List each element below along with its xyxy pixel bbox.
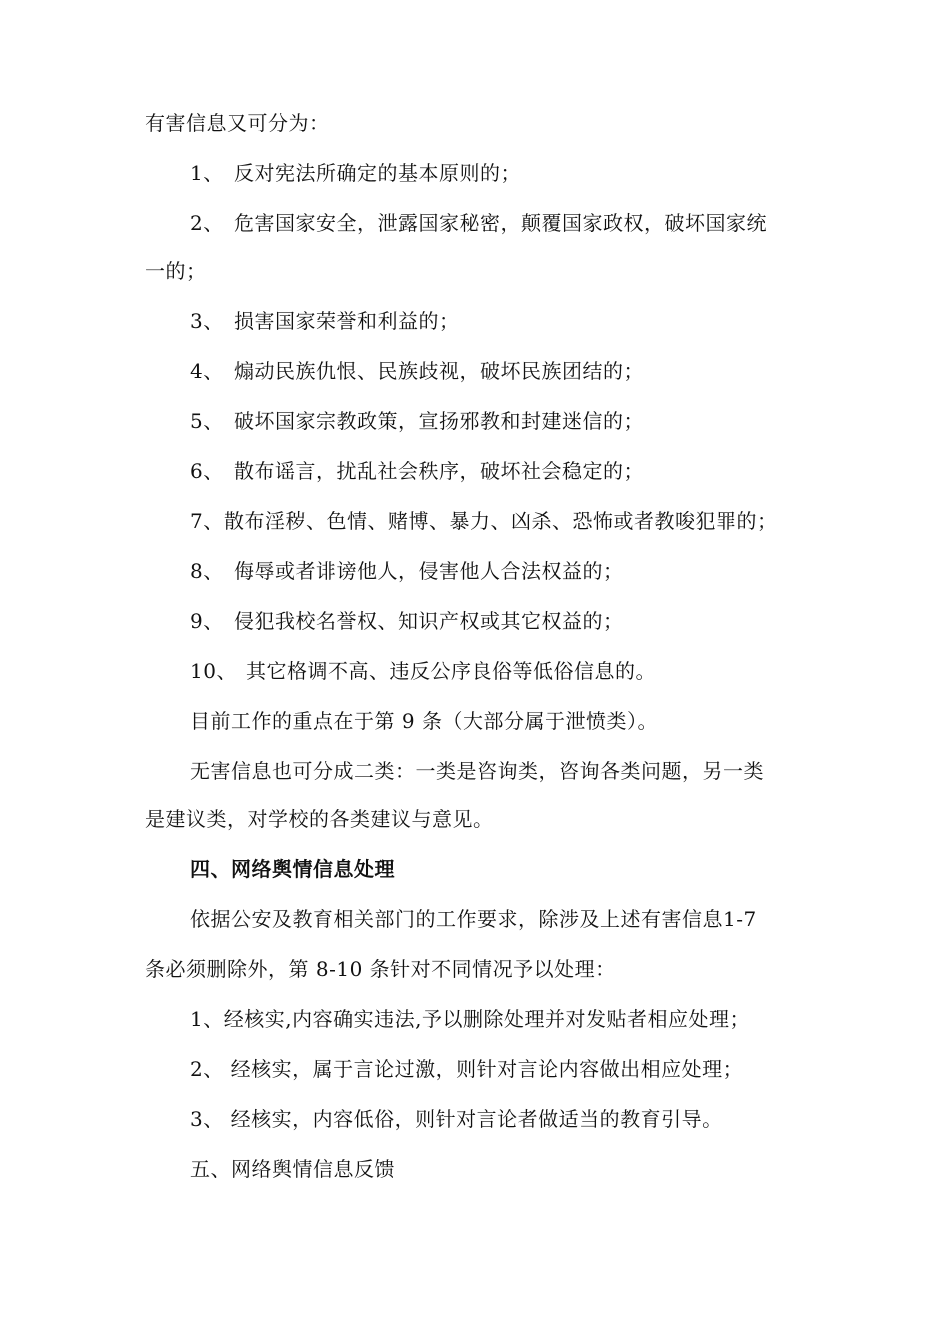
list-item [190,558,624,584]
item-number: 6、 [190,459,224,483]
list-item [190,508,778,534]
item-number: 2、 [190,211,224,235]
item-number: 9、 [190,609,224,633]
list-item [190,458,644,484]
list-item [190,358,644,384]
item-text: 煽动民族仇恨、民族歧视，破坏民族团结的； [234,359,644,383]
item-number: 4、 [190,359,224,383]
list-item [190,608,624,634]
item-number: 8、 [190,559,224,583]
list-item [190,308,460,334]
item-number: 7、 [190,509,224,533]
item-number: 10、 [190,659,237,683]
harmless-paragraph-line-1: 无害信息也可分成二类：一类是咨询类，咨询各类问题，另一类 [190,759,764,783]
item-number: 1、 [190,161,224,185]
list-item [190,408,644,434]
item-text: 其它格调不高、违反公序良俗等低俗信息的。 [246,659,656,683]
item-number: 3、 [190,309,224,333]
item-text: 反对宪法所确定的基本原则的； [234,161,521,185]
item-text: 侮辱或者诽谤他人，侵害他人合法权益的； [234,559,624,583]
item-text: 破坏国家宗教政策，宣扬邪教和封建迷信的； [234,409,644,433]
intro-text: 有害信息又可分为： [145,111,330,135]
section4-paragraph-line-2: 条必须删除外，第 8-10 条针对不同情况予以处理： [145,957,616,981]
harmless-paragraph-line-2: 是建议类，对学校的各类建议与意见。 [145,807,494,831]
list-item-continuation: 一的； [145,259,207,283]
item-text: 侵犯我校名誉权、知识产权或其它权益的； [234,609,624,633]
focus-note: 目前工作的重点在于第 9 条（大部分属于泄愤类）。 [190,709,658,733]
item-text: 散布淫秽、色情、赌博、暴力、凶杀、恐怖或者教唆犯罪的； [224,509,778,533]
item-text: 散布谣言，扰乱社会秩序，破坏社会稳定的； [234,459,644,483]
list-item [190,210,767,236]
list-item [190,160,521,186]
section-heading-5: 五、网络舆情信息反馈 [190,1157,395,1181]
item-number: 5、 [190,409,224,433]
section4-item: 1、经核实,内容确实违法,予以删除处理并对发贴者相应处理； [190,1007,750,1031]
section4-paragraph-line-1: 依据公安及教育相关部门的工作要求，除涉及上述有害信息1-7 [190,907,757,931]
section-heading-4: 四、网络舆情信息处理 [190,857,395,881]
item-text: 危害国家安全，泄露国家秘密，颠覆国家政权，破坏国家统 [234,211,767,235]
section4-item: 3、 经核实，内容低俗，则针对言论者做适当的教育引导。 [190,1107,723,1131]
section4-item: 2、 经核实，属于言论过激，则针对言论内容做出相应处理； [190,1057,744,1081]
list-item [190,658,656,684]
item-text: 损害国家荣誉和利益的； [234,309,460,333]
